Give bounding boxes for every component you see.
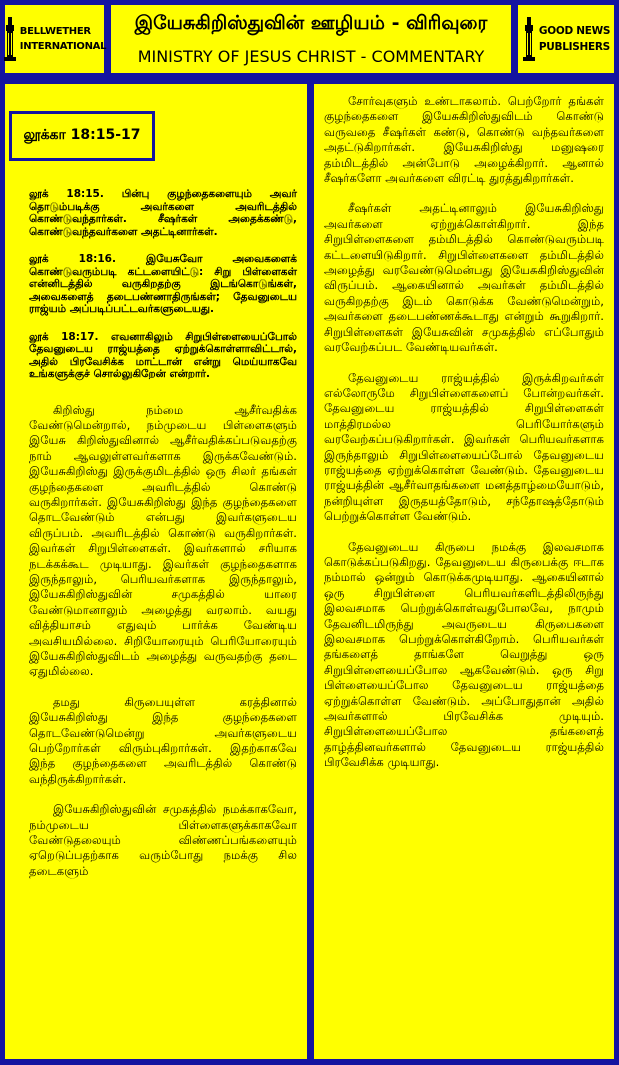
commentary-paragraph: தமது கிருபையுள்ள கரத்தினால் இயேசுகிறிஸ்து இந்த குழந்தைகளை தொடவேண்டுமென்று அவர்களுடைய பெற்றோர்கள் விரும்புகிறார்கள். இதற்காகவே இந்த குழந்தைகளை அவரிடத்தில் கொண்டு வந்திருக்கிறார்கள். bbox=[29, 694, 297, 786]
left-logo-line2: INTERNATIONAL bbox=[19, 41, 107, 52]
scripture-reference: லூக்கா 18:15-17 bbox=[9, 111, 155, 161]
left-logo-panel bbox=[2, 2, 107, 76]
right-logo-line1: GOOD NEWS bbox=[538, 25, 611, 37]
tower-icon bbox=[3, 17, 17, 61]
page-header bbox=[108, 2, 514, 76]
right-column bbox=[311, 81, 617, 1062]
commentary-paragraph: தேவனுடைய ராஜ்யத்தில் இருக்கிறவர்கள் எல்லோருமே சிறுபிள்ளைகளைப் போன்றவர்கள். தேவனுடைய ராஜ்யத்தில் சிறுபிள்ளைகள் மாத்திரமல்ல பெரியோர்களும் வரவேற்கப்படுகிறார்கள். இவர்கள் பெரியவர்களாக இருந்தாலும் சிறுபிள்ளையைப்போல் தேவனுடைய ராஜ்யத்தை ஏற்றுக்கொள்ள வேண்டும். தேவனுடைய ராஜ்யத்தின் ஆசீர்வாதங்களை மனத்தாழ்மையோடும், நன்றியுள்ள இருதயத்தோடும், சந்தோஷத்தோடும் பெற்றுக்கொள்ள வேண்டும். bbox=[324, 370, 604, 524]
verse-text: லூக் 18:16. இயேசுவோ அவைகளைக் கொண்டுவரும்படி கட்டளையிட்டு: சிறு பிள்ளைகள் என்னிடத்தில் வருகிறதற்கு இடங்கொடுங்கள், அவைகளைத் தடைபண்ணாதிருங்கள்; தேவனுடைய ராஜ்யம் அப்படிப்பட்டவர்களுடையது. bbox=[29, 253, 297, 315]
header-title-english: MINISTRY OF JESUS CHRIST - COMMENTARY bbox=[137, 47, 485, 66]
good-news-logo bbox=[522, 17, 610, 61]
left-column bbox=[2, 81, 310, 1062]
commentary-paragraph: இயேசுகிறிஸ்துவின் சமுகத்தில் நமக்காகவோ, நம்முடைய பிள்ளைகளுக்காகவோ வேண்டுதலையும் விண்ணப்பங்களையும் ஏறெடுப்பதற்காக வரும்போது நமக்கு சில தடைகளும் bbox=[29, 802, 297, 878]
left-logo-line1: BELLWETHER bbox=[19, 26, 91, 37]
commentary-paragraph: சோர்வுகளும் உண்டாகலாம். பெற்றோர் தங்கள் குழந்தைகளை இயேசுகிறிஸ்துவிடம் கொண்டு வருவதை சீஷர்கள் கண்டு, கொண்டு வந்தவர்களை அதட்டுகிறார்கள். இயேசுகிறிஸ்து மனுஷரை தம்மிடத்தில் அன்போடு அழைக்கிறார். ஆனால் சீஷர்களோ அவர்களை விரட்டி துரத்துகிறார்கள். bbox=[324, 94, 604, 186]
commentary-paragraph: கிறிஸ்து நம்மை ஆசீர்வதிக்க வேண்டுமென்றால், நம்முடைய பிள்ளைகளும் இயேசு கிறிஸ்துவினால் ஆசீர்வதிக்கப்படுவதற்கு நாம் ஆவலுள்ளவர்களாக இருக்கவேண்டும். இயேசுகிறிஸ்து இருக்குமிடத்தில் ஒரு சிலர் தங்கள் குழந்தைகளை அவரிடத்தில் கொண்டு வருகிறார்கள். இயேசுகிறிஸ்து இந்த குழந்தைகளை தொடவேண்டும் என்பது இவர்களுடைய விருப்பம். அவரிடத்தில் கொண்டு வருகிறார்கள். இவர்கள் சிறுபிள்ளைகள். இவர்களால் சரியாக நடக்கக்கூட முடியாது. இவர்கள் குழந்தைகளாக இருந்தாலும், பெரியவர்களாக இருந்தாலும், இயேசுகிறிஸ்துவின் சமுகத்தில் யாரை வேண்டுமானாலும் அழைத்து வரலாம். வயது வித்தியாசம் எதுவும் பார்க்க வேண்டிய அவசியமில்லை. சிறியோரையும் பெரியோரையும் இயேசுகிறிஸ்துவிடம் அழைத்து வருவதற்கு தடை ஏதுமில்லை. bbox=[29, 402, 297, 679]
right-logo-panel bbox=[515, 2, 617, 76]
commentary-paragraph: தேவனுடைய கிருபை நமக்கு இலவசமாக கொடுக்கப்படுகிறது. தேவனுடைய கிருபைக்கு ஈடாக நம்மால் ஒன்றும் கொடுக்கமுடியாது. ஆகையினால் ஒரு சிறுபிள்ளை பெரியவர்களிடத்திலிருந்து இலவசமாக பெற்றுக்கொள்வதுபோலவே, நாமும் தேவனிடமிருந்து அவருடைய கிருபைகளை இலவசமாக பெற்றுக்கொள்கிறோம். பெரியவர்கள் தங்களைத் தாங்களே வெறுத்து ஒரு சிறுபிள்ளையைப்போல ஆகவேண்டும். ஒரு சிறு பிள்ளையைப்போல தேவனுடைய ராஜ்யத்தை ஏற்றுக்கொள்ள வேண்டும். அப்போதுதான் அதில் அவர்களால் பிரவேசிக்க முடியும். சிறுபிள்ளையைப்போல தங்களைத் தாழ்த்தினவர்களால் தேவனுடைய ராஜ்யத்தில் பிரவேசிக்க முடியாது. bbox=[324, 539, 604, 770]
verse-text: லூக் 18:15. பின்பு குழந்தைகளையும் அவர் தொடும்படிக்கு அவர்களை அவரிடத்தில் கொண்டுவந்தார்கள். சீஷர்கள் அதைக்கண்டு, கொண்டுவந்தவர்களை அதட்டினார்கள். bbox=[29, 188, 297, 238]
header-title-tamil: இயேசுகிறிஸ்துவின் ஊழியம் - விரிவுரை bbox=[134, 12, 488, 34]
verse-text: லூக் 18:17. எவனாகிலும் சிறுபிள்ளையைப்போல் தேவனுடைய ராஜ்யத்தை ஏற்றுக்கொள்ளாவிட்டால், அதில் பிரவேசிக்க மாட்டான் என்று மெய்யாகவே உங்களுக்குச் சொல்லுகிறேன் என்றார். bbox=[29, 330, 297, 380]
right-logo-line2: PUBLISHERS bbox=[538, 41, 610, 53]
commentary-paragraph: சீஷர்கள் அதட்டினாலும் இயேசுகிறிஸ்து அவர்களை ஏற்றுக்கொள்கிறார். இந்த சிறுபிள்ளைகளை தம்மிடத்தில் கொண்டுவரும்படி கட்டளையிடுகிறார். சிறுபிள்ளைகளை தம்மிடத்தில் அழைத்து வரவேண்டுமென்பது இயேசுகிறிஸ்துவின் விருப்பம். ஆகையினால் அவர்கள் தம்மிடத்தில் வருகிறதற்கு இடம் கொடுக்க வேண்டுமென்றும், அவர்களை தடைபண்ணக்கூடாது என்றும் கூறுகிறார். சிறுபிள்ளைகள் இயேசுவின் சமுகத்தில் எப்போதும் வரவேற்கப்பட வேண்டியவர்கள். bbox=[324, 201, 604, 355]
tower-icon bbox=[522, 17, 536, 61]
left-body bbox=[29, 188, 297, 894]
bellwether-logo bbox=[3, 17, 106, 61]
